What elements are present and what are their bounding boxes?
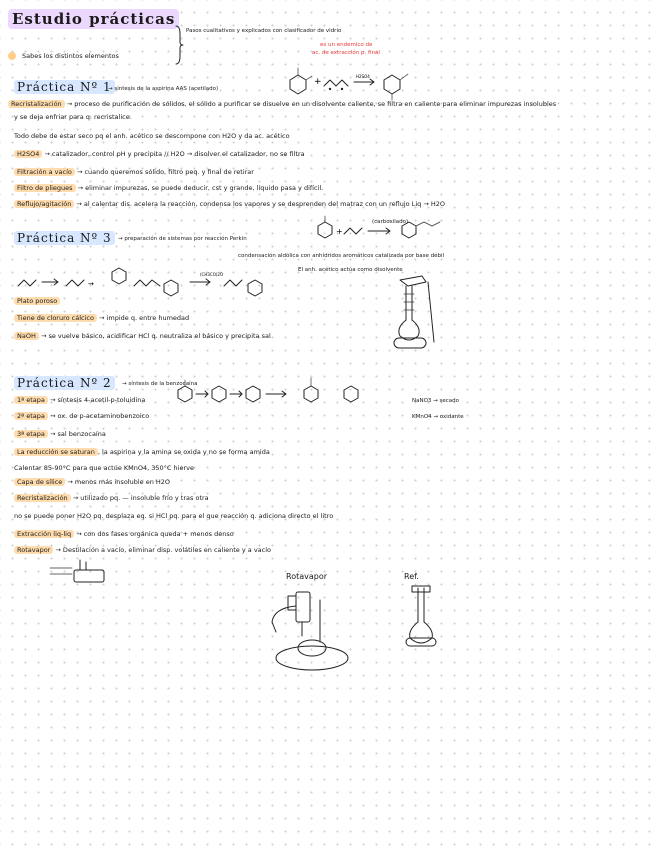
svg-text:+: +	[314, 77, 322, 87]
p3-note-line-1: condensación aldólica con anhídridos aromáticos catalizada por base débil	[238, 253, 445, 259]
p1-line-1: Recristalización → proceso de purificación de sólidos, el sólido a purificar se disuelve en un disolvente caliente, se filtra en caliente para eliminar impurezas insolubles	[8, 100, 556, 109]
p3-line-3: NaOH → se vuelve básico, acidificar HCl q. neutraliza el básico y precipita sal	[14, 332, 271, 341]
p2-step-1: 1ª etapa → síntesis 4-acetil-p-toluidina	[14, 396, 145, 405]
salicylic-acid-molecule-icon	[290, 68, 312, 94]
p2-description: → síntesis de la benzocaína	[122, 381, 198, 387]
p1-line-5: Filtración a vacío → cuando queremos sólido, filtro peq. y final de retirar	[14, 168, 254, 177]
p3-description: → preparación de sistemas por reacción Perkin	[118, 236, 247, 242]
p1-reaction-scheme	[276, 58, 416, 104]
p1-line-3: Todo debe de estar seco pq el anh. acético se descompone con H2O y da ac. acético	[14, 132, 290, 140]
svg-text:→: →	[88, 280, 94, 288]
p1-line-7: Reflujo/agitación → al calentar dis. acelera la reacción, condensa los vapores y se desprenden del matraz con un reflujo Liq → H2O	[14, 200, 445, 209]
p2-line-7: Rotavapor → Destilación a vacío, eliminar disp. volátiles en caliente y a vacío	[14, 546, 271, 555]
p3-top-note: (carboxilado)	[372, 219, 409, 225]
brace-icon	[174, 24, 184, 66]
rotavapor-sketch	[262, 586, 358, 678]
intro-bullet: Sabes los distintos elementos	[8, 52, 119, 61]
p3-line-1: Plato poroso	[14, 297, 60, 306]
p2-line-6: Extracción liq-liq → con dos fases orgánica queda + menos denso	[14, 530, 234, 539]
p3-mechanism-sketch	[14, 262, 304, 298]
p2-side-note-2: KMnO4 → oxidante	[412, 414, 464, 420]
p1-line-6: Filtro de pliegues → eliminar impurezas, se puede deducir, cst y grande, líquido pasa y difícil.	[14, 184, 323, 193]
p3-scheme-label: (CH3CO)2O	[200, 272, 224, 277]
p2-line-2: Calentar 85-90°C para que actúe KMnO4, 350°C hierve	[14, 464, 194, 472]
p1-scheme-label: H2SO4	[356, 74, 370, 79]
bullet-dot-icon	[8, 52, 16, 60]
p2-heading: Práctica Nº 2	[14, 376, 115, 390]
p2-line-5: no se puede poner H2O pq. desplaza eq. si HCl pq. para el que reacción q. adiciona directo el litro	[14, 512, 334, 520]
brace-note: Pasos cualitativos y explicados con clasificador de vidrio	[186, 28, 342, 34]
p3-note-line-2: El anh. acético actúa como disolvente	[298, 267, 403, 273]
p1-line-2: y se deja enfriar para q. recristalice.	[14, 113, 132, 121]
benzocaine-molecule-icon	[304, 378, 318, 402]
p1-description: → síntesis de la aspirina AAS (acetilado)	[108, 86, 219, 92]
red-note-1: es un endemico de	[320, 42, 373, 48]
reflux-setup-sketch	[398, 584, 448, 654]
p2-side-note-1: NaNO3 → secado	[412, 398, 460, 404]
p2-line-1: La reducción se saturan , la aspirina y la amina se oxida y no se forma amida	[14, 448, 270, 457]
svg-text:+: +	[336, 227, 343, 236]
acetic-anhydride-icon	[324, 80, 348, 90]
reflux-apparatus-sketch	[382, 272, 452, 354]
p1-heading: Práctica Nº 1	[14, 80, 115, 94]
benzaldehyde-molecule-icon	[318, 216, 332, 238]
p2-step-2: 2ª etapa → ox. de p-acetaminobenzoico	[14, 412, 149, 421]
p2-line-3: Capa de sílice → menos más insoluble en H2O	[14, 478, 170, 487]
p3-line-2: Tiene de cloruro cálcico → impide q. entre humedad	[14, 314, 189, 323]
rotavapor-label: Rotavapor	[286, 572, 328, 581]
aspirin-molecule-icon	[384, 74, 408, 100]
reflux-label: Ref.	[404, 572, 419, 581]
page-title: Estudio prácticas	[8, 10, 179, 28]
p-toluidine-molecule-icon	[178, 380, 192, 402]
p2-step-3: 3ª etapa → sal benzocaína	[14, 430, 106, 439]
p3-heading: Práctica Nº 3	[14, 231, 115, 245]
red-note-2: ac. de extracción p. final	[312, 50, 380, 56]
extraction-apparatus-sketch	[46, 556, 116, 588]
p1-line-4: H2SO4 → catalizador, control pH y precipita // H2O → disolver el catalizador, no se filtra	[14, 150, 305, 159]
p2-reaction-scheme	[168, 370, 368, 414]
p2-line-4: Recristalización → utilizado pq. — insoluble frío y tras otra	[14, 494, 209, 503]
